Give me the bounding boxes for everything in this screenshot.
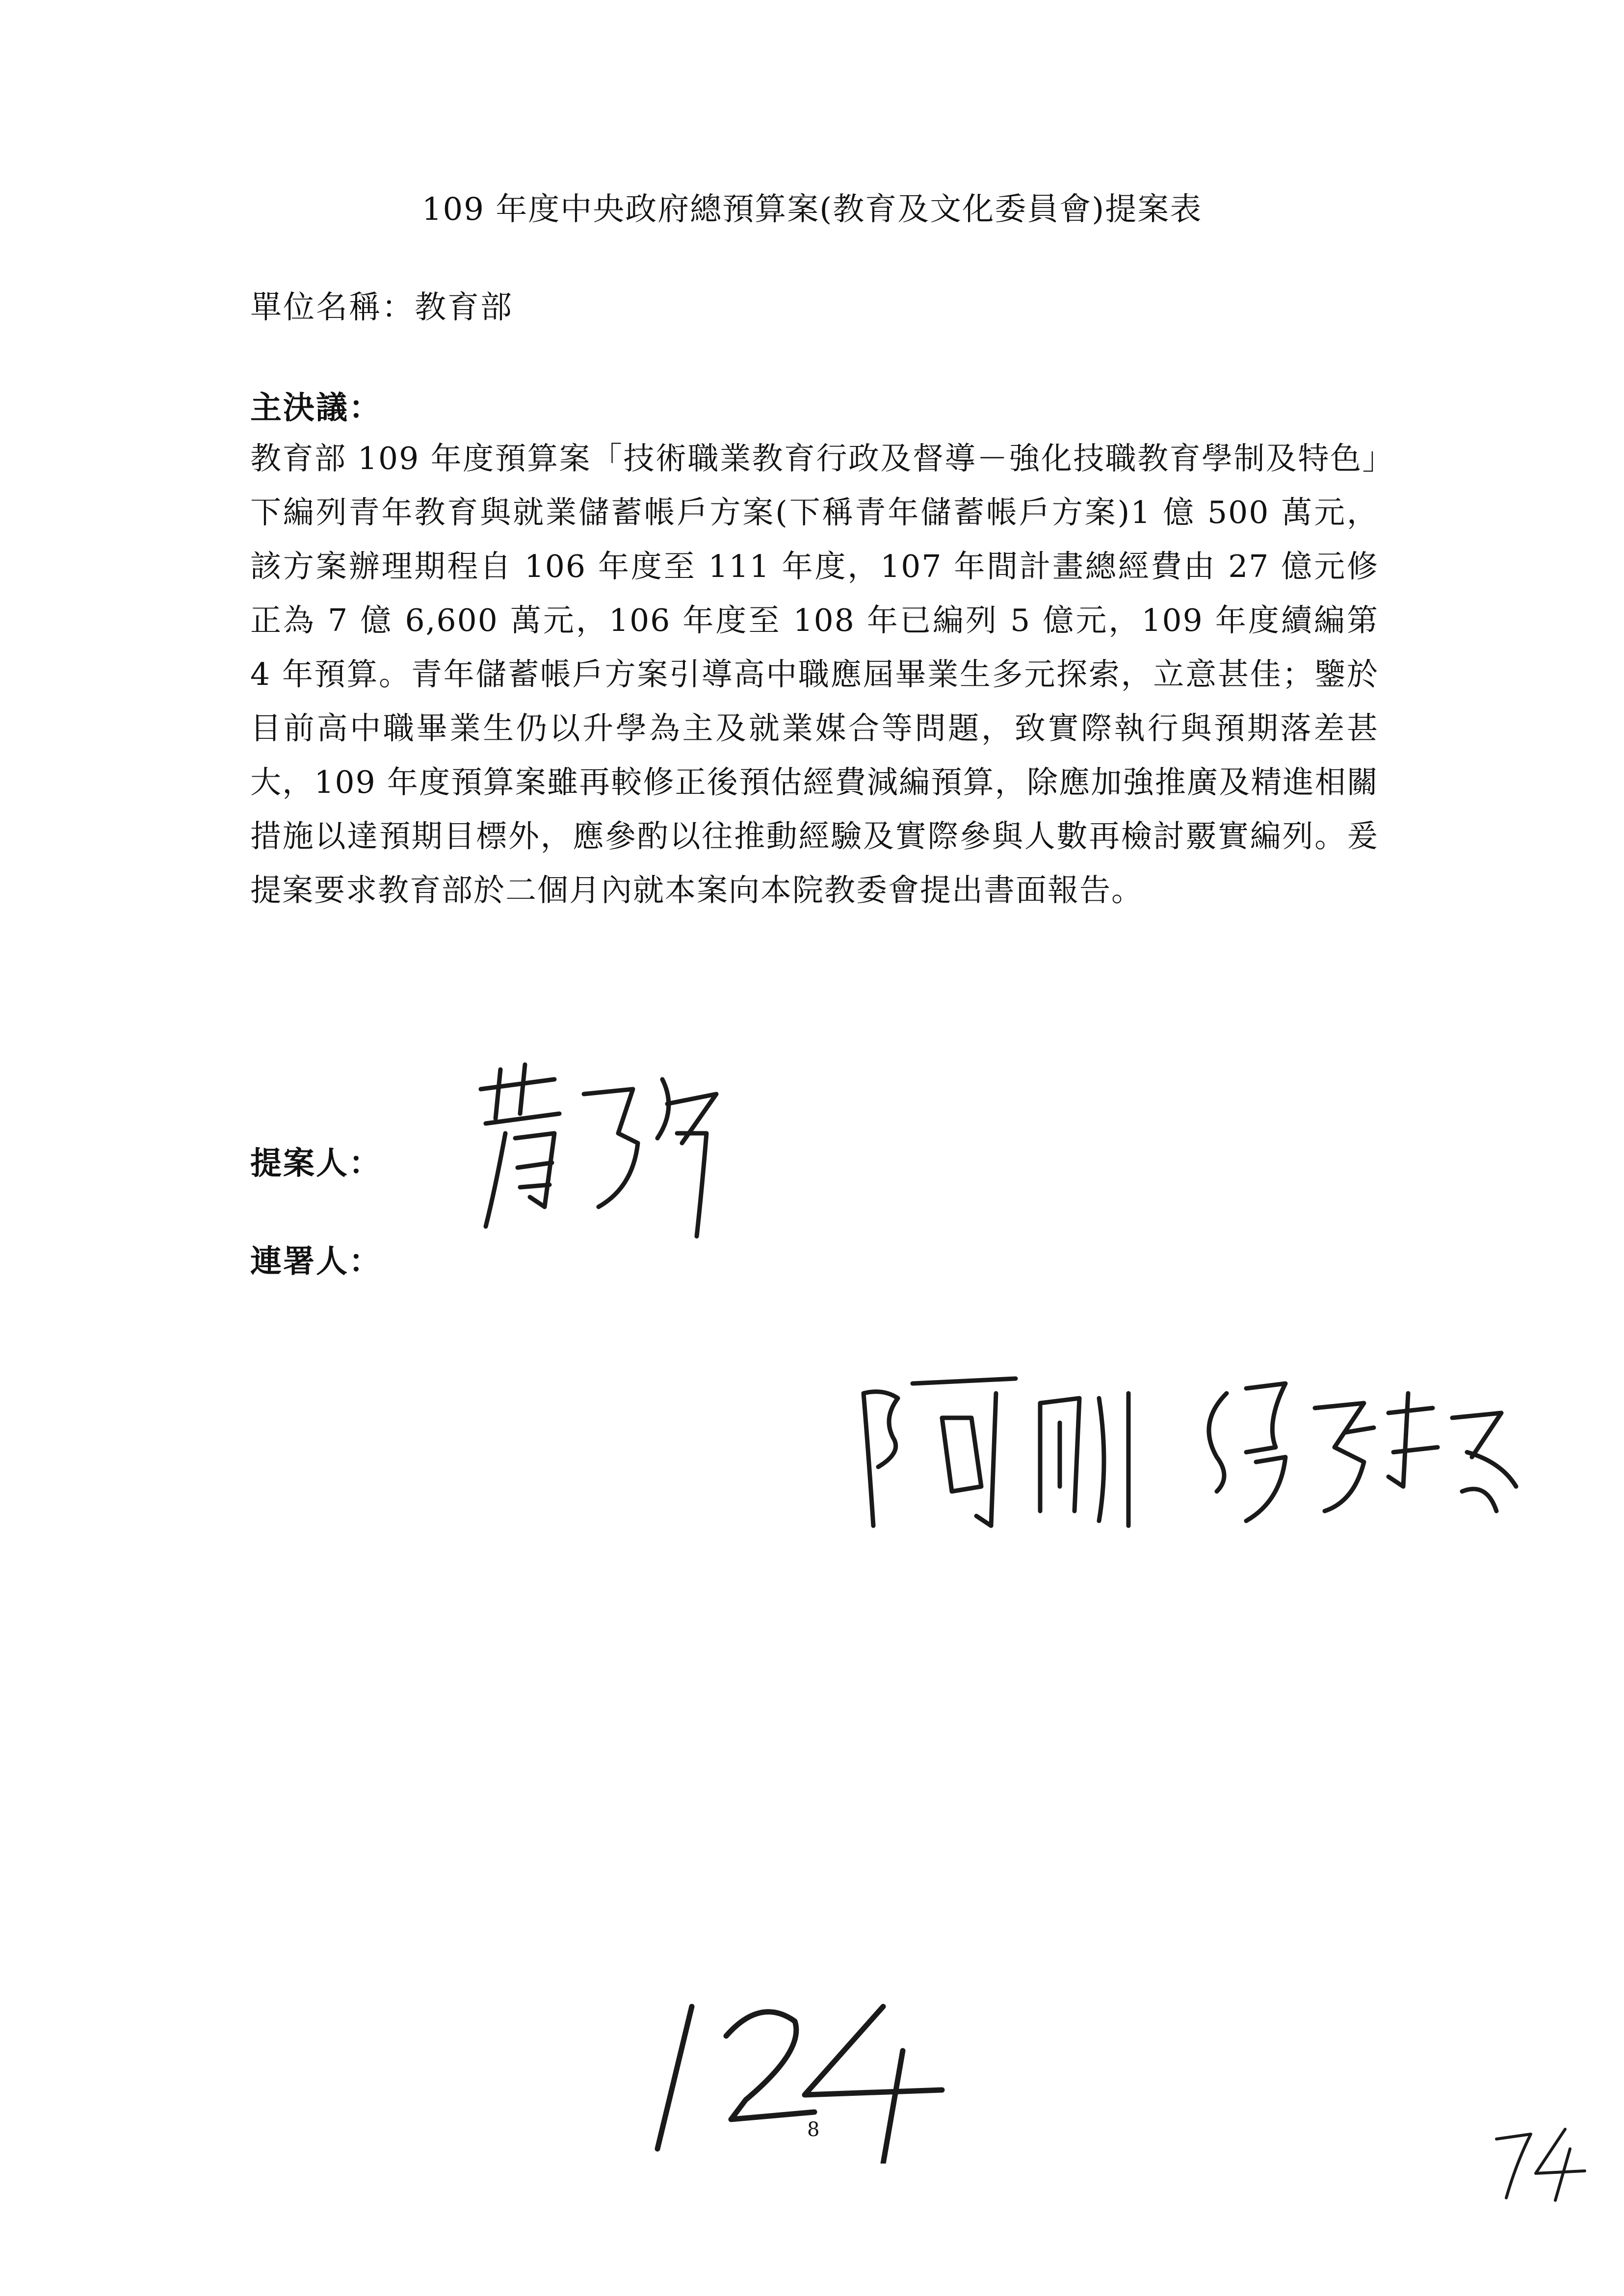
cosigner-signatures <box>854 1364 1541 1540</box>
unit-name-line: 單位名稱：教育部 <box>250 289 513 326</box>
page-number: 8 <box>807 2118 820 2141</box>
document-title: 109 年度中央政府總預算案(教育及文化委員會)提案表 <box>421 191 1203 228</box>
handwritten-corner-number <box>1492 2119 1590 2203</box>
cosigner-label: 連署人： <box>250 1243 382 1280</box>
handwritten-stamp-number <box>648 1977 952 2164</box>
proposer-label: 提案人： <box>250 1145 382 1182</box>
proposer-signature <box>471 1060 726 1246</box>
resolution-text: 教育部 109 年度預算案「技術職業教育行政及督導－強化技職教育學制及特色」下編列青年教育與就業儲蓄帳戶方案(下稱青年儲蓄帳戶方案)1 億 500 萬元，該方案辦理期程自 106 年度至 111 年度，107 年間計畫總經費由 27 億元修正為 7 億 6,600 萬元，106 年度至 108 年已編列 5 億元，109 年度續編第 4 年預算。青年儲蓄帳戶方案引導高中職應屆畢業生多元探索，立意甚佳；鑒於目前高中職畢業生仍以升學為主及就業媒合等問題，致實際執行與預期落差甚大，109 年度預算案雖再較修正後預估經費減編預算，除應加強推廣及精進相關措施以達預期目標外，應參酌以往推動經驗及實際參與人數再檢討覈實編列。爰提案要求教育部於二個月內就本案向本院教委會提出書面報告。 <box>250 441 1379 908</box>
resolution-heading: 主決議： <box>250 390 382 426</box>
